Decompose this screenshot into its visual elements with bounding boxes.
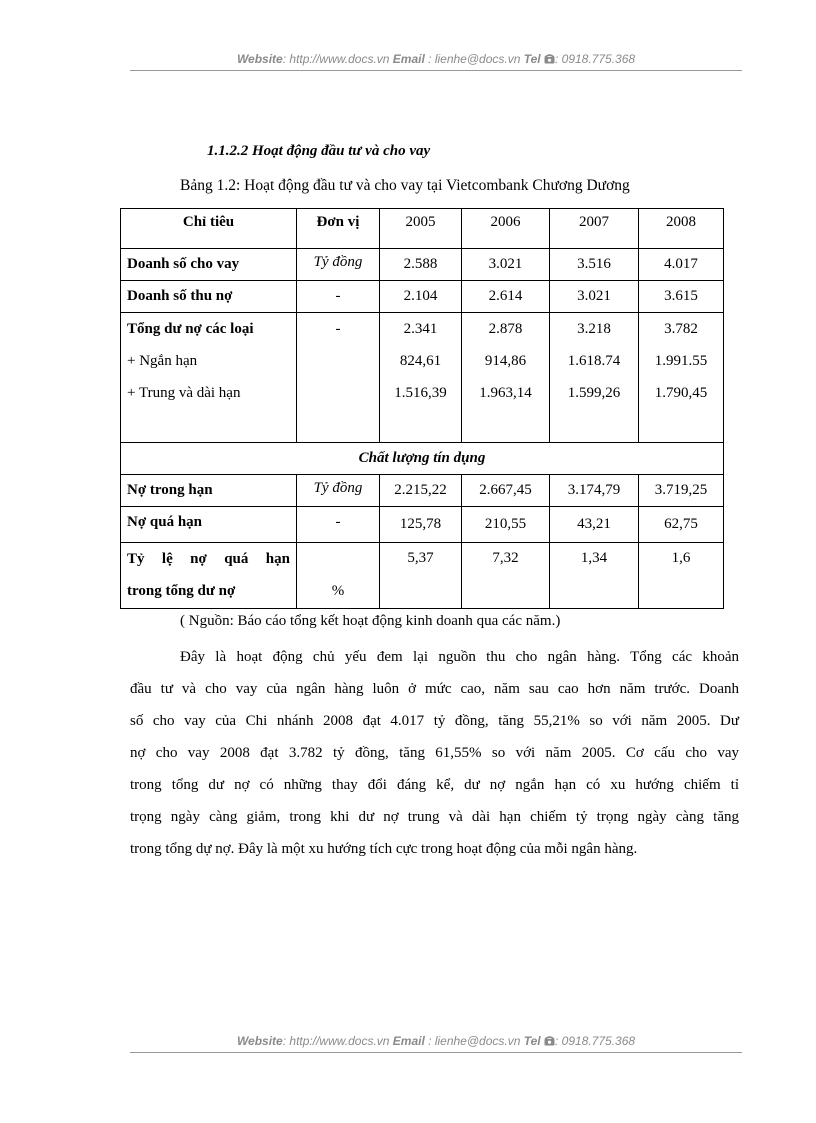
row-sublabel: + Trung và dài hạn: [127, 385, 241, 401]
paragraph-line: đầu tư và cho vay của ngân hàng luôn ở mức cao, năm sau cao hơn năm trước. Doanh: [130, 681, 739, 697]
footer-email-label: Email: [392, 1034, 425, 1048]
table-row: [121, 543, 724, 609]
row-value: 2.878: [488, 321, 523, 337]
header-cell: 2006: [462, 209, 550, 249]
table-header-row: [121, 209, 724, 249]
footer-email-value[interactable]: : lienhe@docs.vn: [428, 1034, 521, 1048]
row-value: 1.516,39: [394, 385, 447, 401]
row-unit: Tỷ đồng: [297, 249, 380, 281]
footer-tel-value: : 0918.775.368: [554, 1034, 636, 1048]
header-website-label: Website: [236, 52, 283, 66]
row-value: 1.991.55: [654, 353, 708, 369]
row-value: 3.719,25: [639, 475, 724, 507]
row-value: 3.218: [577, 321, 611, 337]
row-value: 1.599,26: [567, 385, 621, 401]
row-value-group: [550, 313, 639, 443]
row-value: 1,34: [550, 543, 639, 609]
table-row: [121, 507, 724, 543]
row-label: Doanh số cho vay: [121, 249, 297, 281]
row-label: Doanh số thu nợ: [121, 281, 297, 313]
source-note: ( Nguồn: Báo cáo tổng kết hoạt động kinh doanh qua các năm.): [180, 613, 561, 629]
row-label: Tỷ lệ nợ quá hạn: [127, 551, 290, 567]
phone-icon: [544, 54, 555, 64]
quality-heading-row: [121, 443, 724, 475]
paragraph-line: nợ cho vay 2008 đạt 3.782 tỷ đồng, tăng 61,55% so với năm 2005. Cơ cấu cho vay: [130, 745, 739, 761]
row-value: 2.614: [462, 281, 550, 313]
row-value: 3.021: [462, 249, 550, 281]
row-label: Tổng dư nợ các loại: [127, 321, 254, 337]
row-value: 1,6: [639, 543, 724, 609]
header-cell: 2005: [380, 209, 462, 249]
row-label: Nợ trong hạn: [121, 475, 297, 507]
row-value-group: [380, 313, 462, 443]
row-value: 2.104: [380, 281, 462, 313]
row-value: 1.618.74: [567, 353, 621, 369]
paragraph-line: số cho vay của Chi nhánh 2008 đạt 4.017 tỷ đồng, tăng 55,21% so với năm 2005. Dư: [130, 713, 739, 729]
row-unit: [297, 543, 380, 609]
row-value: 3.615: [639, 281, 724, 313]
row-value: 1.963,14: [479, 385, 532, 401]
row-value: 125,78: [380, 507, 462, 543]
row-value: 4.017: [639, 249, 724, 281]
table-row: [121, 281, 724, 313]
table-row: [121, 249, 724, 281]
row-unit: -: [297, 507, 380, 543]
row-value: 62,75: [639, 507, 724, 543]
footer-tel-label: Tel: [523, 1034, 541, 1048]
header-cell: 2007: [550, 209, 639, 249]
footer-website-url[interactable]: : http://www.docs.vn: [282, 1034, 390, 1048]
row-unit: Tỷ đồng: [297, 475, 380, 507]
paragraph-line: trọng ngày càng giảm, trong khi dư nợ trung và dài hạn chiếm tỷ trọng ngày càng tăng: [130, 809, 739, 825]
row-unit-text: %: [331, 583, 345, 599]
row-value: 7,32: [462, 543, 550, 609]
phone-icon: [544, 1036, 555, 1046]
row-unit: -: [297, 281, 380, 313]
row-unit: [297, 313, 380, 443]
header-cell: Chỉ tiêu: [121, 209, 297, 249]
row-value: 2.588: [380, 249, 462, 281]
row-value: 3.021: [550, 281, 639, 313]
header-tel-value: : 0918.775.368: [554, 52, 636, 66]
header-email-label: Email: [392, 52, 425, 66]
row-label-group: [121, 543, 297, 609]
row-value: 3.782: [664, 321, 698, 337]
row-unit-text: -: [335, 321, 341, 337]
row-value: 3.174,79: [550, 475, 639, 507]
row-value: 5,37: [380, 543, 462, 609]
header-tel-label: Tel: [523, 52, 541, 66]
table-row: [121, 475, 724, 507]
row-value: 2.215,22: [380, 475, 462, 507]
row-sublabel: + Ngắn hạn: [127, 353, 198, 369]
row-value: 210,55: [462, 507, 550, 543]
row-value: 914,86: [484, 353, 527, 369]
row-label: trong tổng dư nợ: [127, 583, 236, 599]
header-cell: Đơn vị: [297, 209, 380, 249]
paragraph-line: Đây là hoạt động chủ yếu đem lại nguồn thu cho ngân hàng. Tổng các khoản: [180, 649, 739, 665]
investment-lending-table: [120, 208, 724, 609]
row-label-group: [121, 313, 297, 443]
header-email-value[interactable]: : lienhe@docs.vn: [428, 52, 521, 66]
row-value: 1.790,45: [654, 385, 708, 401]
paragraph-line: trong tổng dư nợ có những thay đổi đáng kể, dư nợ ngắn hạn có xu hướng chiếm tỉ: [130, 777, 739, 793]
section-heading: 1.1.2.2 Hoạt động đầu tư và cho vay: [207, 143, 431, 159]
page-header: [130, 52, 742, 66]
row-value: 2.667,45: [462, 475, 550, 507]
row-value: 2.341: [403, 321, 438, 337]
row-value-group: [639, 313, 724, 443]
row-value-group: [462, 313, 550, 443]
footer-rule: [130, 1052, 742, 1053]
quality-heading: Chất lượng tín dụng: [121, 443, 724, 475]
row-value: 824,61: [399, 353, 442, 369]
row-label: Nợ quá hạn: [121, 507, 297, 543]
paragraph-line: trong tổng dự nợ. Đây là một xu hướng tích cực trong hoạt động của mỗi ngân hàng.: [130, 841, 638, 857]
row-value: 3.516: [550, 249, 639, 281]
header-rule: [130, 70, 742, 71]
table-caption: Bảng 1.2: Hoạt động đầu tư và cho vay tại Vietcombank Chương Dương: [180, 177, 630, 194]
header-website-url[interactable]: : http://www.docs.vn: [282, 52, 390, 66]
footer-website-label: Website: [236, 1034, 283, 1048]
body-paragraph: [130, 641, 739, 865]
page-footer: [130, 1034, 742, 1048]
table-row: [121, 313, 724, 443]
header-cell: 2008: [639, 209, 724, 249]
row-value: 43,21: [550, 507, 639, 543]
